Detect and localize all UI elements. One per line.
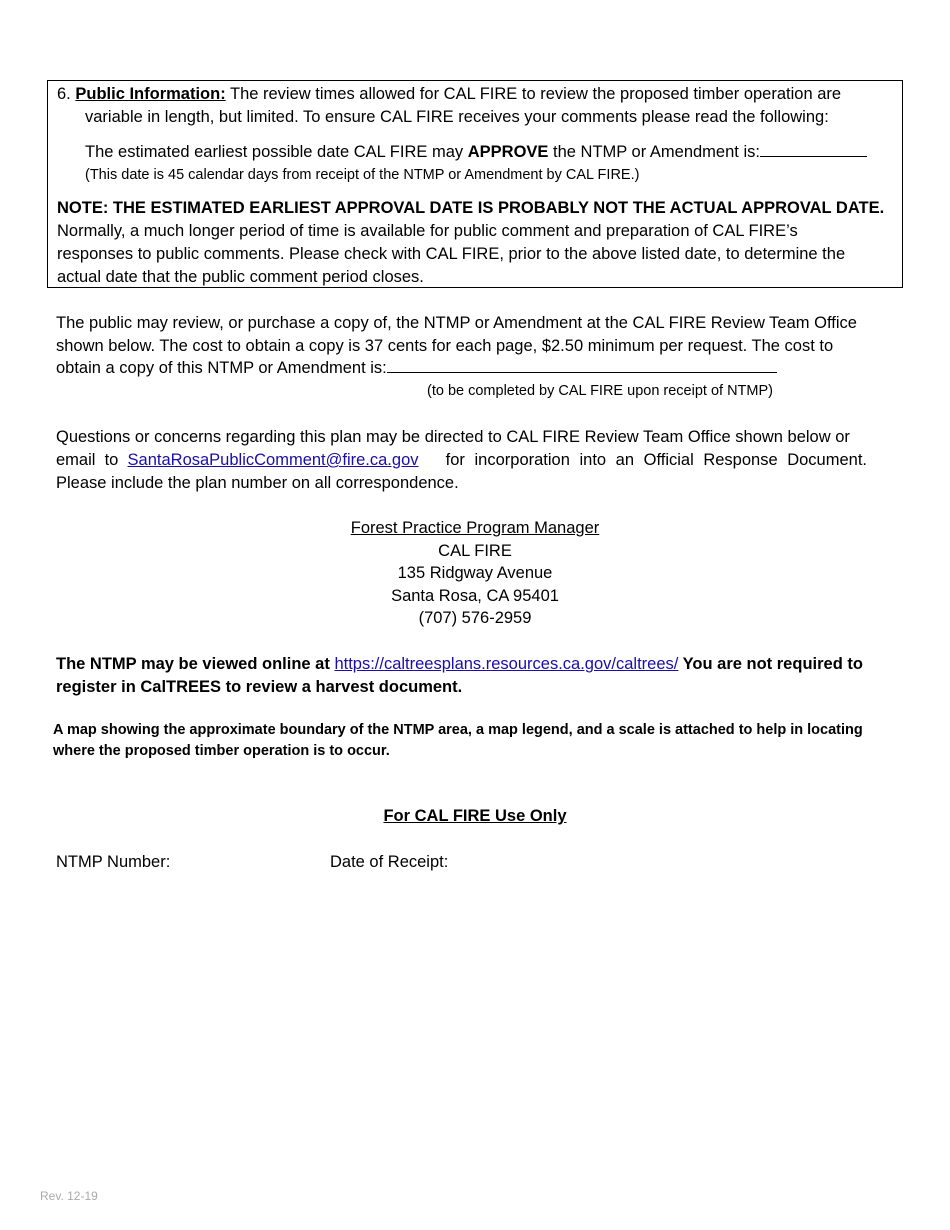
address-street: 135 Ridgway Avenue — [397, 564, 553, 582]
caltrees-link[interactable]: https://caltreesplans.resources.ca.gov/caltrees/ — [334, 655, 679, 673]
copy-cost-field[interactable] — [387, 358, 777, 373]
address-block — [0, 517, 950, 630]
note-line: Normally, a much longer period of time is available for public comment and preparation of CAL FIRE’s — [57, 222, 798, 240]
questions-email-line — [56, 449, 867, 472]
estimated-date-line — [85, 141, 867, 164]
approve-bold: APPROVE — [467, 143, 549, 161]
section-heading: Public Information: — [75, 85, 226, 103]
copy-line: The public may review, or purchase a copy of, the NTMP or Amendment at the CAL FIRE Review Team Office — [56, 314, 857, 332]
address-title: Forest Practice Program Manager — [350, 519, 600, 537]
email-suffix: for incorporation into an Official Response Document. — [445, 451, 867, 469]
questions-line: Please include the plan number on all correspondence. — [56, 474, 459, 492]
estimated-date-field[interactable] — [760, 142, 867, 157]
map-line: where the proposed timber operation is to occur. — [53, 743, 390, 759]
section-number: 6. — [57, 85, 71, 103]
copy-cost-note: (to be completed by CAL FIRE upon receipt of NTMP) — [427, 383, 773, 399]
estimate-text: The estimated earliest possible date CAL FIRE may — [85, 143, 468, 161]
online-line — [56, 653, 863, 676]
section-intro-text: The review times allowed for CAL FIRE to review the proposed timber operation are — [225, 85, 842, 103]
copy-cost-label: obtain a copy of this NTMP or Amendment is: — [56, 359, 387, 377]
note-heading: NOTE: THE ESTIMATED EARLIEST APPROVAL DATE IS PROBABLY NOT THE ACTUAL APPROVAL DATE. — [57, 199, 885, 217]
date-of-receipt-label: Date of Receipt: — [330, 853, 449, 871]
address-phone: (707) 576-2959 — [418, 609, 532, 627]
revision-footer: Rev. 12-19 — [40, 1189, 98, 1203]
copy-line: shown below. The cost to obtain a copy is 37 cents for each page, $2.50 minimum per request. The cost to — [56, 337, 834, 355]
note-line: actual date that the public comment period closes. — [57, 268, 424, 286]
ntmp-number-label: NTMP Number: — [56, 853, 171, 871]
email-prefix: email to SantaRosaPublicComment@fire.ca.gov — [56, 451, 419, 469]
section-6-intro-line2: variable in length, but limited. To ensure CAL FIRE receives your comments please read the following: — [85, 108, 829, 126]
address-city: Santa Rosa, CA 95401 — [391, 586, 559, 605]
estimate-text-end: the NTMP or Amendment is: — [548, 143, 760, 161]
online-prefix: The NTMP may be viewed online at — [56, 655, 335, 673]
online-line2: register in CalTREES to review a harvest document. — [56, 678, 463, 696]
address-org: CAL FIRE — [438, 541, 512, 560]
questions-line: Questions or concerns regarding this plan may be directed to CAL FIRE Review Team Office shown below or — [56, 428, 850, 446]
note-line: responses to public comments. Please check with CAL FIRE, prior to the above listed date, to determine the — [57, 245, 846, 263]
section-6-intro — [57, 83, 841, 106]
map-line: A map showing the approximate boundary of the NTMP area, a map legend, and a scale is attached to help in locating — [53, 722, 863, 738]
online-suffix: You are not required to — [678, 655, 863, 673]
use-only-heading: For CAL FIRE Use Only — [383, 807, 567, 825]
email-link[interactable]: SantaRosaPublicComment@fire.ca.gov — [127, 451, 419, 469]
estimated-date-note: (This date is 45 calendar days from receipt of the NTMP or Amendment by CAL FIRE.) — [85, 167, 640, 183]
copy-cost-line — [56, 357, 777, 380]
